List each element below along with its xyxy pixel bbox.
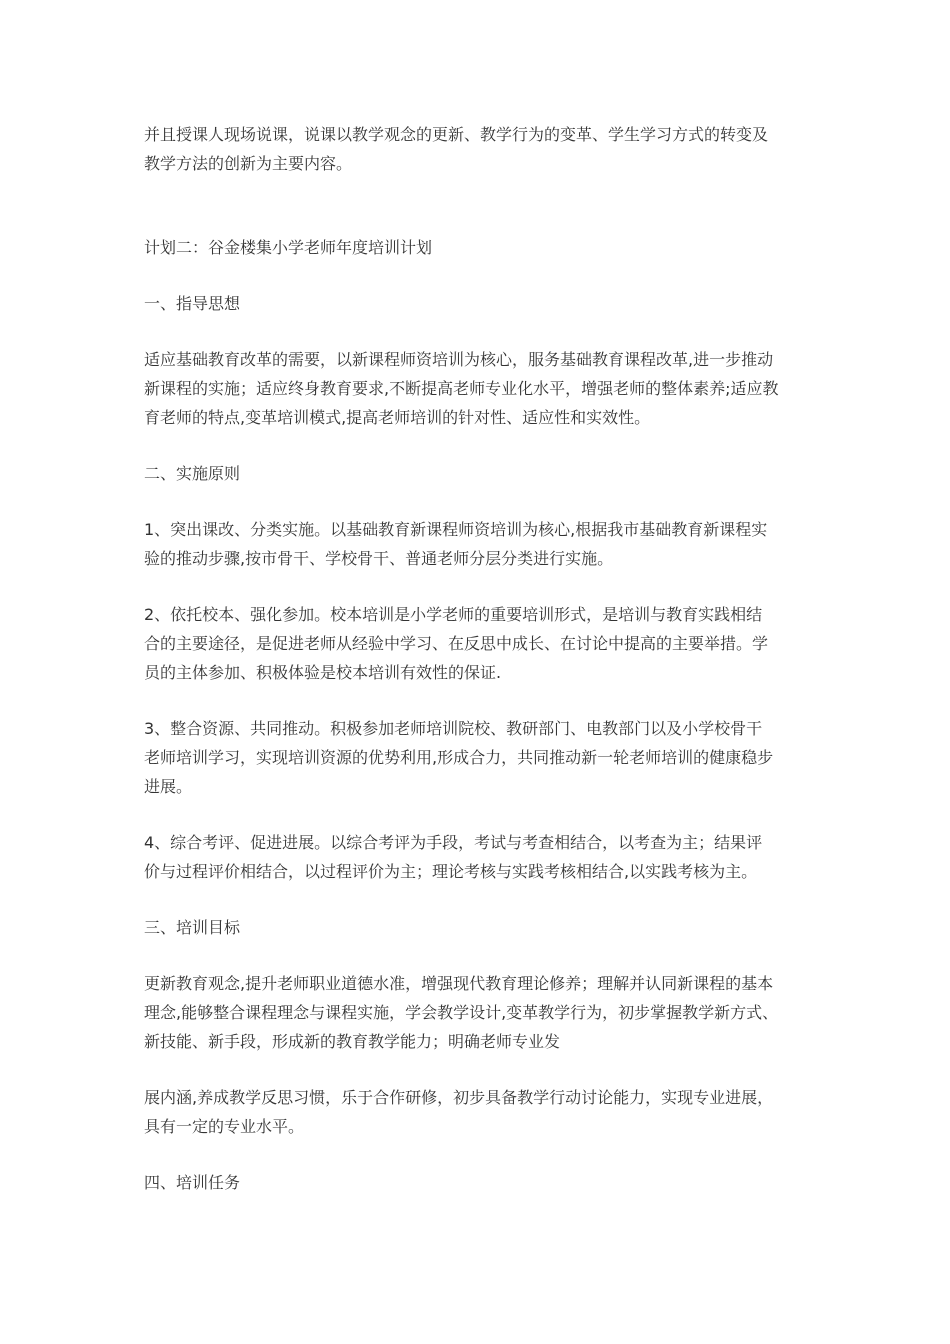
principle1-line-1: 1、突出课改、分类实施。以基础教育新课程师资培训为核心,根据我市基础教育新课程实 xyxy=(144,520,768,539)
section3-line-4: 展内涵,养成教学反思习惯，乐于合作研修，初步具备教学行动讨论能力，实现专业进展， xyxy=(144,1088,774,1107)
principle2-line-1: 2、依托校本、强化参加。校本培训是小学老师的重要培训形式，是培训与教育实践相结 xyxy=(144,605,763,624)
principle1-line-2: 验的推动步骤,按市骨干、学校骨干、普通老师分层分类进行实施。 xyxy=(144,549,614,568)
principle2-line-3: 员的主体参加、积极体验是校本培训有效性的保证. xyxy=(144,663,502,682)
section1-line-2: 新课程的实施；适应终身教育要求,不断提高老师专业化水平，增强老师的整体素养;适应教 xyxy=(144,379,779,398)
principle4-line-1: 4、综合考评、促进进展。以综合考评为手段，考试与考查相结合，以考查为主；结果评 xyxy=(144,833,763,852)
section3-line-2: 理念,能够整合课程理念与课程实施，学会教学设计,变革教学行为，初步掌握教学新方式、 xyxy=(144,1003,779,1022)
section1-line-3: 育老师的特点,变革培训模式,提高老师培训的针对性、适应性和实效性。 xyxy=(144,408,651,427)
principle3-line-3: 进展。 xyxy=(144,777,193,796)
section4-heading: 四、培训任务 xyxy=(144,1173,241,1192)
plan-title: 计划二：谷金楼集小学老师年度培训计划 xyxy=(144,238,433,257)
principle3-line-2: 老师培训学习，实现培训资源的优势利用,形成合力，共同推动新一轮老师培训的健康稳步 xyxy=(144,748,774,767)
intro-line-1: 并且授课人现场说课，说课以教学观念的更新、教学行为的变革、学生学习方式的转变及 xyxy=(144,125,769,144)
principle3-line-1: 3、整合资源、共同推动。积极参加老师培训院校、教研部门、电教部门以及小学校骨干 xyxy=(144,719,763,738)
section3-line-5: 具有一定的专业水平。 xyxy=(144,1117,305,1136)
section1-heading: 一、指导思想 xyxy=(144,294,241,313)
section2-heading: 二、实施原则 xyxy=(144,464,241,483)
section3-line-1: 更新教育观念,提升老师职业道德水准，增强现代教育理论修养；理解并认同新课程的基本 xyxy=(144,974,774,993)
principle2-line-2: 合的主要途径，是促进老师从经验中学习、在反思中成长、在讨论中提高的主要举措。学 xyxy=(144,634,769,653)
section1-line-1: 适应基础教育改革的需要，以新课程师资培训为核心，服务基础教育课程改革,进一步推动 xyxy=(144,350,774,369)
principle4-line-2: 价与过程评价相结合，以过程评价为主；理论考核与实践考核相结合,以实践考核为主。 xyxy=(144,862,758,881)
intro-line-2: 教学方法的创新为主要内容。 xyxy=(144,154,353,173)
document-page xyxy=(144,120,814,1197)
section3-heading: 三、培训目标 xyxy=(144,918,241,937)
section3-line-3: 新技能、新手段，形成新的教育教学能力；明确老师专业发 xyxy=(144,1032,561,1051)
